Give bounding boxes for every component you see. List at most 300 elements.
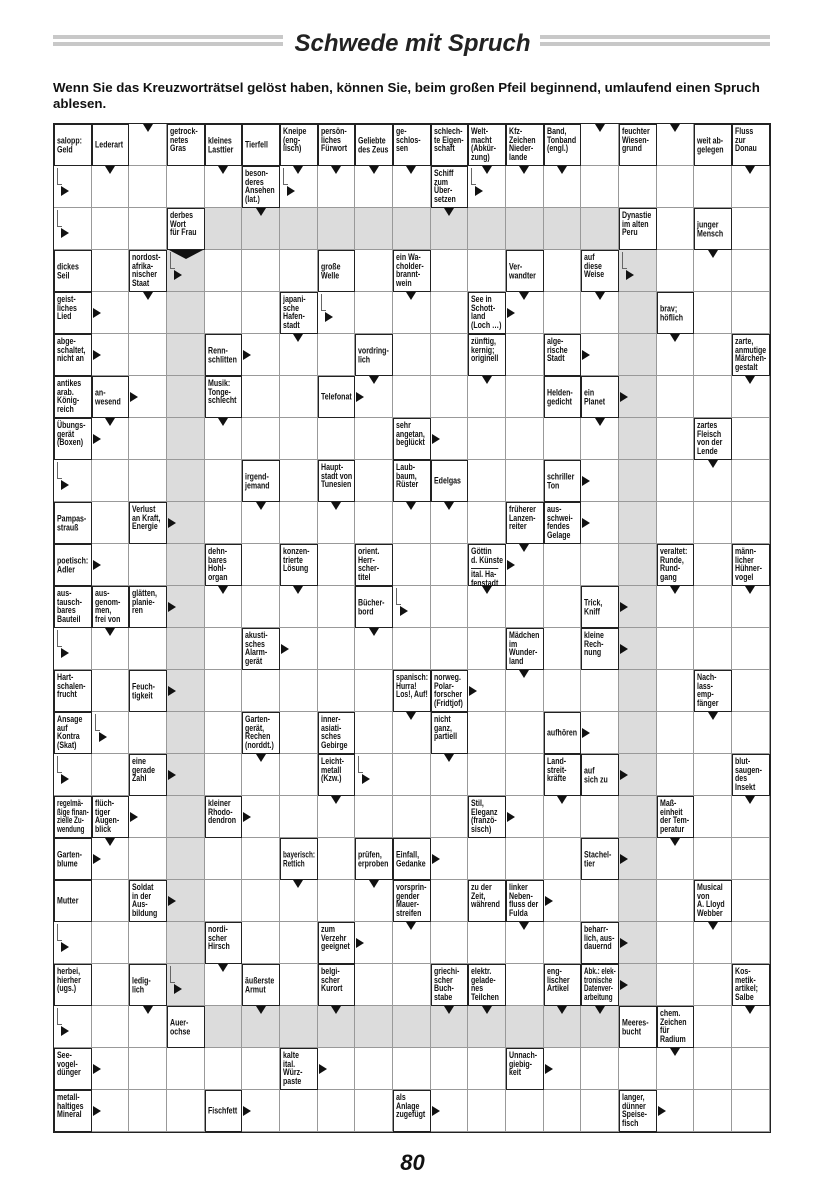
answer-cell[interactable] [431, 1090, 469, 1132]
answer-cell[interactable] [167, 1048, 205, 1090]
answer-cell[interactable] [92, 208, 130, 250]
solution-cell[interactable] [280, 208, 318, 250]
solution-cell[interactable] [619, 754, 657, 796]
answer-cell[interactable] [468, 628, 506, 670]
answer-cell[interactable] [581, 292, 619, 334]
answer-cell[interactable] [355, 670, 393, 712]
answer-cell[interactable] [431, 1048, 469, 1090]
answer-cell[interactable] [54, 166, 92, 208]
answer-cell[interactable] [92, 670, 130, 712]
answer-cell[interactable] [694, 838, 732, 880]
answer-cell[interactable] [581, 502, 619, 544]
answer-cell[interactable] [92, 754, 130, 796]
answer-cell[interactable] [732, 586, 770, 628]
solution-cell[interactable] [619, 796, 657, 838]
answer-cell[interactable] [242, 754, 280, 796]
answer-cell[interactable] [732, 460, 770, 502]
answer-cell[interactable] [242, 838, 280, 880]
answer-cell[interactable] [431, 754, 469, 796]
solution-cell[interactable] [581, 208, 619, 250]
answer-cell[interactable] [54, 754, 92, 796]
solution-cell[interactable] [619, 586, 657, 628]
answer-cell[interactable] [280, 586, 318, 628]
solution-cell[interactable] [619, 838, 657, 880]
answer-cell[interactable] [205, 712, 243, 754]
answer-cell[interactable] [694, 376, 732, 418]
answer-cell[interactable] [393, 334, 431, 376]
answer-cell[interactable] [205, 292, 243, 334]
answer-cell[interactable] [544, 1090, 582, 1132]
answer-cell[interactable] [468, 250, 506, 292]
answer-cell[interactable] [92, 292, 130, 334]
answer-cell[interactable] [694, 922, 732, 964]
answer-cell[interactable] [355, 502, 393, 544]
answer-cell[interactable] [506, 796, 544, 838]
answer-cell[interactable] [92, 166, 130, 208]
answer-cell[interactable] [242, 334, 280, 376]
solution-cell[interactable] [355, 208, 393, 250]
answer-cell[interactable] [318, 544, 356, 586]
answer-cell[interactable] [657, 838, 695, 880]
answer-cell[interactable] [280, 628, 318, 670]
answer-cell[interactable] [581, 1048, 619, 1090]
answer-cell[interactable] [544, 838, 582, 880]
solution-cell[interactable] [167, 460, 205, 502]
answer-cell[interactable] [355, 376, 393, 418]
answer-cell[interactable] [92, 964, 130, 1006]
answer-cell[interactable] [506, 1090, 544, 1132]
answer-cell[interactable] [242, 544, 280, 586]
answer-cell[interactable] [167, 1090, 205, 1132]
answer-cell[interactable] [506, 754, 544, 796]
answer-cell[interactable] [129, 418, 167, 460]
answer-cell[interactable] [694, 1090, 732, 1132]
answer-cell[interactable] [318, 166, 356, 208]
answer-cell[interactable] [355, 628, 393, 670]
answer-cell[interactable] [355, 460, 393, 502]
answer-cell[interactable] [657, 376, 695, 418]
solution-cell[interactable] [167, 628, 205, 670]
solution-cell[interactable] [393, 208, 431, 250]
answer-cell[interactable] [92, 838, 130, 880]
answer-cell[interactable] [129, 334, 167, 376]
answer-cell[interactable] [242, 376, 280, 418]
answer-cell[interactable] [393, 754, 431, 796]
solution-cell[interactable] [619, 880, 657, 922]
answer-cell[interactable] [581, 712, 619, 754]
answer-cell[interactable] [242, 796, 280, 838]
answer-cell[interactable] [431, 418, 469, 460]
answer-cell[interactable] [129, 712, 167, 754]
answer-cell[interactable] [506, 838, 544, 880]
answer-cell[interactable] [581, 880, 619, 922]
answer-cell[interactable] [393, 628, 431, 670]
answer-cell[interactable] [129, 922, 167, 964]
answer-cell[interactable] [318, 628, 356, 670]
answer-cell[interactable] [732, 1006, 770, 1048]
answer-cell[interactable] [92, 544, 130, 586]
solution-cell[interactable] [318, 1006, 356, 1048]
answer-cell[interactable] [393, 166, 431, 208]
answer-cell[interactable] [54, 208, 92, 250]
answer-cell[interactable] [694, 628, 732, 670]
answer-cell[interactable] [581, 124, 619, 166]
answer-cell[interactable] [129, 376, 167, 418]
answer-cell[interactable] [732, 208, 770, 250]
answer-cell[interactable] [318, 586, 356, 628]
answer-cell[interactable] [355, 922, 393, 964]
answer-cell[interactable] [732, 880, 770, 922]
answer-cell[interactable] [732, 670, 770, 712]
answer-cell[interactable] [355, 1090, 393, 1132]
answer-cell[interactable] [657, 208, 695, 250]
solution-cell[interactable] [506, 208, 544, 250]
answer-cell[interactable] [129, 292, 167, 334]
answer-cell[interactable] [129, 166, 167, 208]
solution-cell[interactable] [619, 376, 657, 418]
answer-cell[interactable] [657, 502, 695, 544]
answer-cell[interactable] [318, 418, 356, 460]
answer-cell[interactable] [393, 502, 431, 544]
answer-cell[interactable] [242, 922, 280, 964]
solution-cell[interactable] [167, 502, 205, 544]
answer-cell[interactable] [280, 880, 318, 922]
answer-cell[interactable] [694, 250, 732, 292]
answer-cell[interactable] [280, 334, 318, 376]
solution-cell[interactable] [619, 544, 657, 586]
answer-cell[interactable] [393, 586, 431, 628]
answer-cell[interactable] [242, 502, 280, 544]
answer-cell[interactable] [431, 796, 469, 838]
answer-cell[interactable] [506, 292, 544, 334]
answer-cell[interactable] [657, 670, 695, 712]
answer-cell[interactable] [355, 1048, 393, 1090]
answer-cell[interactable] [657, 964, 695, 1006]
answer-cell[interactable] [242, 670, 280, 712]
answer-cell[interactable] [205, 1048, 243, 1090]
answer-cell[interactable] [205, 460, 243, 502]
answer-cell[interactable] [92, 250, 130, 292]
answer-cell[interactable] [506, 922, 544, 964]
solution-cell[interactable] [619, 292, 657, 334]
answer-cell[interactable] [129, 796, 167, 838]
answer-cell[interactable] [619, 1048, 657, 1090]
answer-cell[interactable] [657, 1090, 695, 1132]
answer-cell[interactable] [468, 712, 506, 754]
answer-cell[interactable] [657, 418, 695, 460]
solution-cell[interactable] [167, 670, 205, 712]
answer-cell[interactable] [581, 1090, 619, 1132]
solution-cell[interactable] [619, 460, 657, 502]
solution-cell[interactable] [619, 418, 657, 460]
answer-cell[interactable] [167, 166, 205, 208]
answer-cell[interactable] [205, 964, 243, 1006]
answer-cell[interactable] [544, 418, 582, 460]
answer-cell[interactable] [468, 1048, 506, 1090]
answer-cell[interactable] [54, 628, 92, 670]
answer-cell[interactable] [544, 544, 582, 586]
solution-cell[interactable] [506, 1006, 544, 1048]
answer-cell[interactable] [92, 334, 130, 376]
answer-cell[interactable] [732, 502, 770, 544]
answer-cell[interactable] [205, 250, 243, 292]
answer-cell[interactable] [431, 292, 469, 334]
answer-cell[interactable] [506, 586, 544, 628]
answer-cell[interactable] [657, 460, 695, 502]
answer-cell[interactable] [468, 1090, 506, 1132]
solution-cell[interactable] [619, 670, 657, 712]
answer-cell[interactable] [431, 838, 469, 880]
answer-cell[interactable] [54, 460, 92, 502]
answer-cell[interactable] [732, 418, 770, 460]
answer-cell[interactable] [280, 460, 318, 502]
answer-cell[interactable] [318, 334, 356, 376]
answer-cell[interactable] [280, 922, 318, 964]
answer-cell[interactable] [242, 1090, 280, 1132]
solution-cell[interactable] [205, 1006, 243, 1048]
solution-cell[interactable] [619, 964, 657, 1006]
answer-cell[interactable] [732, 1048, 770, 1090]
answer-cell[interactable] [318, 1048, 356, 1090]
answer-cell[interactable] [280, 712, 318, 754]
answer-cell[interactable] [694, 586, 732, 628]
answer-cell[interactable] [205, 670, 243, 712]
answer-cell[interactable] [92, 922, 130, 964]
answer-cell[interactable] [581, 544, 619, 586]
answer-cell[interactable] [732, 292, 770, 334]
answer-cell[interactable] [468, 460, 506, 502]
answer-cell[interactable] [318, 292, 356, 334]
answer-cell[interactable] [242, 880, 280, 922]
answer-cell[interactable] [242, 586, 280, 628]
answer-cell[interactable] [129, 628, 167, 670]
answer-cell[interactable] [657, 880, 695, 922]
answer-cell[interactable] [280, 964, 318, 1006]
answer-cell[interactable] [129, 1090, 167, 1132]
answer-cell[interactable] [393, 922, 431, 964]
answer-cell[interactable] [581, 334, 619, 376]
answer-cell[interactable] [506, 712, 544, 754]
solution-cell[interactable] [167, 754, 205, 796]
answer-cell[interactable] [732, 166, 770, 208]
answer-cell[interactable] [544, 1048, 582, 1090]
solution-cell[interactable] [242, 208, 280, 250]
answer-cell[interactable] [694, 964, 732, 1006]
answer-cell[interactable] [544, 292, 582, 334]
answer-cell[interactable] [129, 124, 167, 166]
answer-cell[interactable] [280, 376, 318, 418]
answer-cell[interactable] [468, 586, 506, 628]
answer-cell[interactable] [431, 880, 469, 922]
answer-cell[interactable] [581, 166, 619, 208]
answer-cell[interactable] [544, 670, 582, 712]
answer-cell[interactable] [694, 754, 732, 796]
answer-cell[interactable] [355, 250, 393, 292]
answer-cell[interactable] [506, 418, 544, 460]
solution-cell[interactable] [468, 1006, 506, 1048]
solution-cell[interactable] [619, 922, 657, 964]
answer-cell[interactable] [694, 292, 732, 334]
answer-cell[interactable] [468, 376, 506, 418]
answer-cell[interactable] [581, 418, 619, 460]
solution-cell[interactable] [318, 208, 356, 250]
answer-cell[interactable] [280, 502, 318, 544]
answer-cell[interactable] [506, 460, 544, 502]
answer-cell[interactable] [54, 922, 92, 964]
answer-cell[interactable] [355, 964, 393, 1006]
answer-cell[interactable] [280, 670, 318, 712]
answer-cell[interactable] [92, 1006, 130, 1048]
answer-cell[interactable] [431, 376, 469, 418]
answer-cell[interactable] [468, 418, 506, 460]
answer-cell[interactable] [280, 166, 318, 208]
answer-cell[interactable] [544, 796, 582, 838]
answer-cell[interactable] [92, 1090, 130, 1132]
answer-cell[interactable] [468, 838, 506, 880]
answer-cell[interactable] [544, 586, 582, 628]
answer-cell[interactable] [393, 376, 431, 418]
answer-cell[interactable] [205, 754, 243, 796]
answer-cell[interactable] [92, 418, 130, 460]
answer-cell[interactable] [431, 250, 469, 292]
answer-cell[interactable] [355, 166, 393, 208]
answer-cell[interactable] [506, 166, 544, 208]
answer-cell[interactable] [205, 880, 243, 922]
answer-cell[interactable] [280, 754, 318, 796]
answer-cell[interactable] [694, 166, 732, 208]
answer-cell[interactable] [393, 544, 431, 586]
answer-cell[interactable] [657, 334, 695, 376]
answer-cell[interactable] [54, 1006, 92, 1048]
answer-cell[interactable] [544, 250, 582, 292]
answer-cell[interactable] [544, 628, 582, 670]
answer-cell[interactable] [205, 418, 243, 460]
answer-cell[interactable] [129, 1048, 167, 1090]
answer-cell[interactable] [205, 502, 243, 544]
answer-cell[interactable] [242, 250, 280, 292]
solution-cell[interactable] [205, 208, 243, 250]
answer-cell[interactable] [694, 712, 732, 754]
solution-cell[interactable] [167, 544, 205, 586]
solution-cell[interactable] [167, 586, 205, 628]
solution-cell[interactable] [167, 796, 205, 838]
answer-cell[interactable] [694, 460, 732, 502]
answer-cell[interactable] [694, 1006, 732, 1048]
solution-cell[interactable] [393, 1006, 431, 1048]
answer-cell[interactable] [694, 502, 732, 544]
solution-cell[interactable] [167, 964, 205, 1006]
answer-cell[interactable] [205, 838, 243, 880]
answer-cell[interactable] [280, 250, 318, 292]
answer-cell[interactable] [732, 796, 770, 838]
answer-cell[interactable] [657, 754, 695, 796]
answer-cell[interactable] [355, 880, 393, 922]
answer-cell[interactable] [694, 1048, 732, 1090]
answer-cell[interactable] [242, 1048, 280, 1090]
answer-cell[interactable] [431, 628, 469, 670]
answer-cell[interactable] [129, 208, 167, 250]
answer-cell[interactable] [657, 628, 695, 670]
solution-cell[interactable] [167, 922, 205, 964]
solution-cell[interactable] [619, 334, 657, 376]
answer-cell[interactable] [92, 628, 130, 670]
answer-cell[interactable] [506, 544, 544, 586]
solution-cell[interactable] [355, 1006, 393, 1048]
solution-cell[interactable] [167, 418, 205, 460]
answer-cell[interactable] [732, 250, 770, 292]
solution-cell[interactable] [619, 628, 657, 670]
answer-cell[interactable] [732, 628, 770, 670]
answer-cell[interactable] [732, 376, 770, 418]
answer-cell[interactable] [318, 670, 356, 712]
answer-cell[interactable] [468, 166, 506, 208]
answer-cell[interactable] [544, 880, 582, 922]
answer-cell[interactable] [393, 712, 431, 754]
answer-cell[interactable] [318, 838, 356, 880]
answer-cell[interactable] [355, 754, 393, 796]
answer-cell[interactable] [393, 796, 431, 838]
answer-cell[interactable] [129, 1006, 167, 1048]
solution-cell[interactable] [619, 250, 657, 292]
answer-cell[interactable] [318, 796, 356, 838]
answer-cell[interactable] [280, 796, 318, 838]
answer-cell[interactable] [468, 754, 506, 796]
answer-cell[interactable] [506, 964, 544, 1006]
answer-cell[interactable] [92, 1048, 130, 1090]
answer-cell[interactable] [732, 712, 770, 754]
solution-cell[interactable] [167, 292, 205, 334]
answer-cell[interactable] [129, 838, 167, 880]
answer-cell[interactable] [129, 460, 167, 502]
answer-cell[interactable] [657, 166, 695, 208]
answer-cell[interactable] [694, 544, 732, 586]
answer-cell[interactable] [431, 586, 469, 628]
answer-cell[interactable] [318, 1090, 356, 1132]
solution-cell[interactable] [167, 334, 205, 376]
answer-cell[interactable] [92, 460, 130, 502]
answer-cell[interactable] [694, 796, 732, 838]
answer-cell[interactable] [205, 166, 243, 208]
answer-cell[interactable] [506, 334, 544, 376]
answer-cell[interactable] [92, 502, 130, 544]
answer-cell[interactable] [581, 670, 619, 712]
answer-cell[interactable] [694, 334, 732, 376]
solution-cell[interactable] [167, 376, 205, 418]
answer-cell[interactable] [318, 880, 356, 922]
answer-cell[interactable] [393, 964, 431, 1006]
answer-cell[interactable] [468, 502, 506, 544]
answer-cell[interactable] [242, 292, 280, 334]
answer-cell[interactable] [657, 922, 695, 964]
solution-cell[interactable] [167, 712, 205, 754]
answer-cell[interactable] [205, 586, 243, 628]
answer-cell[interactable] [393, 292, 431, 334]
solution-cell[interactable] [167, 250, 205, 292]
answer-cell[interactable] [280, 418, 318, 460]
answer-cell[interactable] [431, 922, 469, 964]
solution-cell[interactable] [431, 208, 469, 250]
answer-cell[interactable] [544, 166, 582, 208]
answer-cell[interactable] [657, 586, 695, 628]
answer-cell[interactable] [506, 670, 544, 712]
answer-cell[interactable] [92, 712, 130, 754]
solution-cell[interactable] [280, 1006, 318, 1048]
answer-cell[interactable] [544, 922, 582, 964]
solution-cell[interactable] [619, 712, 657, 754]
answer-cell[interactable] [468, 670, 506, 712]
answer-cell[interactable] [732, 922, 770, 964]
answer-cell[interactable] [657, 712, 695, 754]
